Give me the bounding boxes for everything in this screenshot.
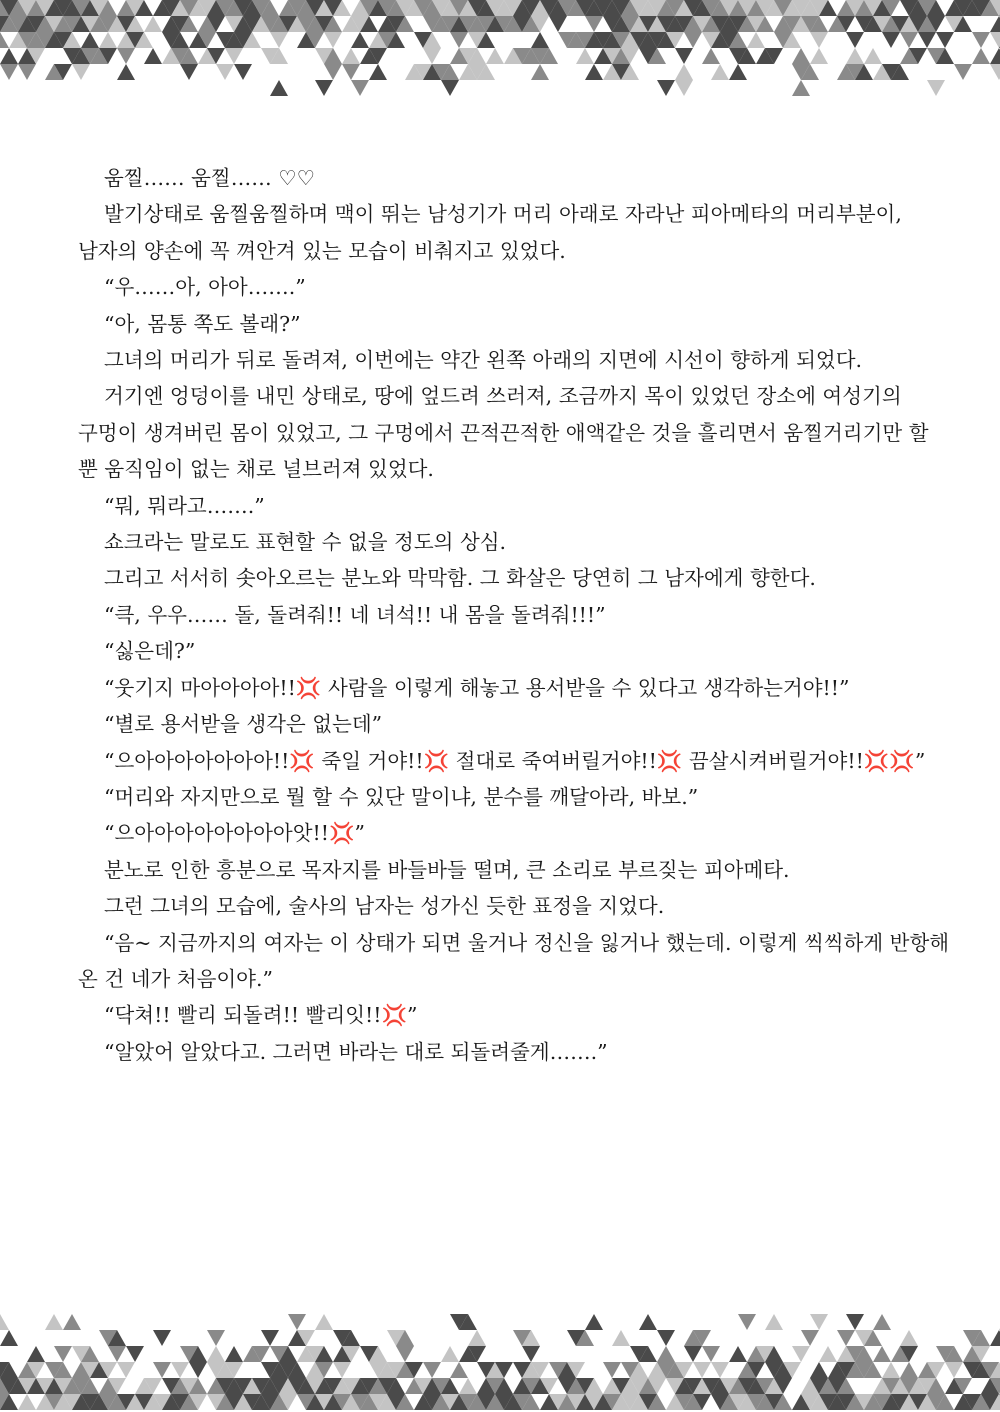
triangle-tile	[945, 1362, 963, 1378]
paragraph: 거기엔 엉덩이를 내민 상태로, 땅에 엎드려 쓰러져, 조금까지 목이 있었던 장소에 여성기의 구멍이 생겨버린 몸이 있었고, 그 구멍에서 끈적끈적한 애액같은 것을 흘리면서 움찔거리기만 할 뿐 움직임이 없는 채로 널브러져 있었다.	[78, 384, 929, 482]
triangle-tile	[738, 1314, 756, 1330]
paragraph: 그런 그녀의 모습에, 술사의 남자는 성가신 듯한 표정을 지었다.	[104, 894, 665, 919]
triangle-tile	[423, 48, 441, 64]
triangle-tile	[63, 1314, 81, 1330]
triangle-tile	[459, 1378, 477, 1394]
triangle-tile	[747, 32, 765, 48]
triangle-tile	[207, 1330, 225, 1346]
triangle-tile	[684, 1346, 702, 1362]
paragraph: “아, 몸통 쪽도 볼래?”	[104, 311, 301, 336]
triangle-tile	[315, 1314, 333, 1330]
triangle-tile	[729, 64, 747, 80]
triangle-tile	[351, 32, 369, 48]
triangle-tile	[585, 64, 603, 80]
triangle-tile	[576, 48, 594, 64]
triangle-tile	[108, 1346, 126, 1362]
triangle-tile	[270, 80, 288, 96]
triangle-tile	[810, 32, 828, 48]
triangle-tile	[792, 80, 810, 96]
triangle-tile	[972, 48, 990, 64]
paragraph: “음~ 지금까지의 여자는 이 상태가 되면 울거나 정신을 잃거나 했는데. 이렇게 씩씩하게 반항해 온 건 네가 처음이야.”	[78, 930, 950, 991]
triangle-tile	[585, 16, 603, 32]
triangle-tile	[207, 1346, 225, 1362]
triangle-tile	[225, 48, 243, 64]
paragraph: 그녀의 머리가 뒤로 돌려져, 이번에는 약간 왼쪽 아래의 지면에 시선이 향하게 되었다.	[104, 348, 863, 373]
triangle-tile	[612, 1330, 630, 1346]
triangle-tile	[801, 1330, 819, 1346]
paragraph: “으아아아아아아아!!💢 죽일 거야!!💢 절대로 죽여버릴거야!!💢 끔살시켜버릴거야!!💢💢”	[104, 748, 926, 773]
triangle-tile	[270, 32, 288, 48]
triangle-tile	[324, 64, 342, 80]
triangle-tile	[153, 1362, 171, 1378]
triangle-tile	[711, 1362, 729, 1378]
triangle-tile	[0, 48, 18, 64]
paragraph: “알았어 알았다고. 그러면 바라는 대로 되돌려줄게…….”	[104, 1039, 608, 1064]
triangle-tile	[603, 1362, 621, 1378]
triangle-tile	[99, 32, 117, 48]
triangle-tile	[153, 1330, 171, 1346]
triangle-tile	[585, 1314, 603, 1330]
triangle-tile	[0, 64, 18, 80]
triangle-tile	[792, 1346, 810, 1362]
triangle-tile	[900, 1362, 918, 1378]
triangle-tile	[846, 32, 864, 48]
triangle-tile	[531, 64, 549, 80]
triangle-tile	[639, 1314, 657, 1330]
triangle-tile	[549, 16, 567, 32]
paragraph: 분노로 인한 흥분으로 목자지를 바들바들 떨며, 큰 소리로 부르짖는 피아메타.	[104, 857, 790, 882]
triangle-tile	[0, 32, 9, 48]
triangle-tile	[0, 1314, 9, 1330]
triangle-tile	[711, 64, 729, 80]
triangle-tile	[54, 1346, 72, 1362]
triangle-tile	[261, 1330, 279, 1346]
triangle-tile	[450, 1362, 468, 1378]
triangle-tile	[765, 1314, 783, 1330]
paragraph: 발기상태로 움찔움찔하며 맥이 뛰는 남성기가 머리 아래로 자라난 피아메타의 머리부분이, 남자의 양손에 꼭 껴안겨 있는 모습이 비춰지고 있었다.	[78, 202, 902, 263]
triangle-tile	[882, 32, 900, 48]
triangle-tile	[837, 1330, 855, 1346]
triangle-tile	[441, 80, 459, 96]
triangle-tile	[657, 80, 675, 96]
paragraph: “웃기지 마아아아아!!💢 사람을 이렇게 해놓고 용서받을 수 있다고 생각하는거야!!”	[104, 675, 850, 700]
triangle-tile	[900, 1330, 918, 1346]
triangle-tile	[333, 1362, 351, 1378]
triangle-tile	[522, 1346, 540, 1362]
triangle-tile	[18, 1394, 36, 1410]
triangle-tile	[918, 32, 936, 48]
triangle-tile	[18, 64, 36, 80]
triangle-tile	[990, 16, 1000, 32]
triangle-tile	[144, 16, 162, 32]
triangle-tile	[927, 80, 945, 96]
triangle-tile	[234, 64, 252, 80]
triangle-tile	[171, 1362, 189, 1378]
triangle-tile	[792, 48, 810, 64]
triangle-tile	[882, 1362, 900, 1378]
top-triangle-border	[0, 0, 1000, 100]
page-text-body	[78, 160, 950, 1070]
paragraph: “뭐, 뭐라고…….”	[104, 493, 265, 518]
triangle-tile	[486, 48, 504, 64]
triangle-tile	[324, 32, 342, 48]
triangle-tile	[81, 32, 99, 48]
triangle-tile	[225, 1346, 243, 1362]
paragraph: “으아아아아아아아아앗!!💢”	[104, 821, 365, 846]
paragraph: “닥쳐!! 빨리 되돌려!! 빨리잇!!💢”	[104, 1003, 418, 1028]
triangle-tile	[846, 48, 864, 64]
triangle-tile	[117, 48, 135, 64]
triangle-tile	[117, 64, 135, 80]
triangle-tile	[729, 1346, 747, 1362]
triangle-tile	[675, 64, 693, 80]
triangle-tile	[441, 1346, 459, 1362]
triangle-tile	[846, 1314, 864, 1330]
triangle-tile	[369, 64, 387, 80]
paragraph: “싫은데?”	[104, 639, 196, 664]
triangle-tile	[990, 32, 1000, 48]
triangle-tile	[990, 64, 1000, 80]
paragraph: 쇼크라는 말로도 표현할 수 없을 정도의 상심.	[104, 530, 507, 555]
paragraph: “큭, 우우…… 돌, 돌려줘!! 네 녀석!! 내 몸을 돌려줘!!!”	[104, 602, 606, 627]
triangle-tile	[189, 1362, 207, 1378]
triangle-tile	[144, 48, 162, 64]
triangle-tile	[468, 1330, 486, 1346]
triangle-tile	[531, 32, 549, 48]
triangle-pattern-icon	[0, 1298, 1000, 1412]
triangle-tile	[342, 48, 360, 64]
triangle-tile	[342, 64, 360, 80]
triangle-tile	[819, 1346, 837, 1362]
paragraph: “별로 용서받을 생각은 없는데”	[104, 712, 383, 737]
triangle-tile	[126, 1346, 144, 1362]
triangle-tile	[117, 1362, 135, 1378]
triangle-tile	[810, 1362, 828, 1378]
triangle-tile	[396, 1346, 414, 1362]
triangle-tile	[315, 80, 333, 96]
triangle-tile	[972, 32, 990, 48]
triangle-tile	[810, 1314, 828, 1330]
triangle-tile	[684, 32, 702, 48]
triangle-tile	[657, 1330, 675, 1346]
triangle-tile	[990, 1330, 1000, 1346]
triangle-tile	[693, 1362, 711, 1378]
triangle-tile	[450, 32, 468, 48]
triangle-tile	[45, 1314, 63, 1330]
triangle-tile	[864, 48, 882, 64]
triangle-tile	[423, 1362, 441, 1378]
triangle-tile	[990, 48, 1000, 64]
triangle-tile	[288, 1314, 306, 1330]
triangle-tile	[810, 48, 828, 64]
triangle-tile	[180, 64, 198, 80]
triangle-tile	[27, 1346, 45, 1362]
paragraph: “우……아, 아아…….”	[104, 275, 306, 300]
paragraph: 그리고 서서히 솟아오르는 분노와 막막함. 그 화살은 당연히 그 남자에게 향한다.	[104, 566, 816, 591]
triangle-tile	[936, 32, 954, 48]
triangle-tile	[954, 64, 972, 80]
triangle-tile	[675, 48, 693, 64]
paragraph: 움찔…… 움찔…… ♡♡	[104, 166, 316, 190]
triangle-tile	[216, 64, 234, 80]
bottom-triangle-border	[0, 1298, 1000, 1412]
triangle-tile	[72, 64, 90, 80]
triangle-tile	[0, 1330, 18, 1346]
triangle-tile	[873, 1346, 891, 1362]
triangle-tile	[900, 32, 918, 48]
paragraph: “머리와 자지만으로 뭘 할 수 있단 말이냐, 분수를 깨달아라, 바보.”	[104, 784, 699, 809]
triangle-tile	[351, 80, 369, 96]
triangle-tile	[675, 80, 693, 96]
triangle-pattern-icon	[0, 0, 1000, 100]
triangle-tile	[873, 1314, 891, 1330]
triangle-tile	[657, 1346, 675, 1362]
triangle-tile	[702, 48, 720, 64]
triangle-tile	[702, 1346, 720, 1362]
